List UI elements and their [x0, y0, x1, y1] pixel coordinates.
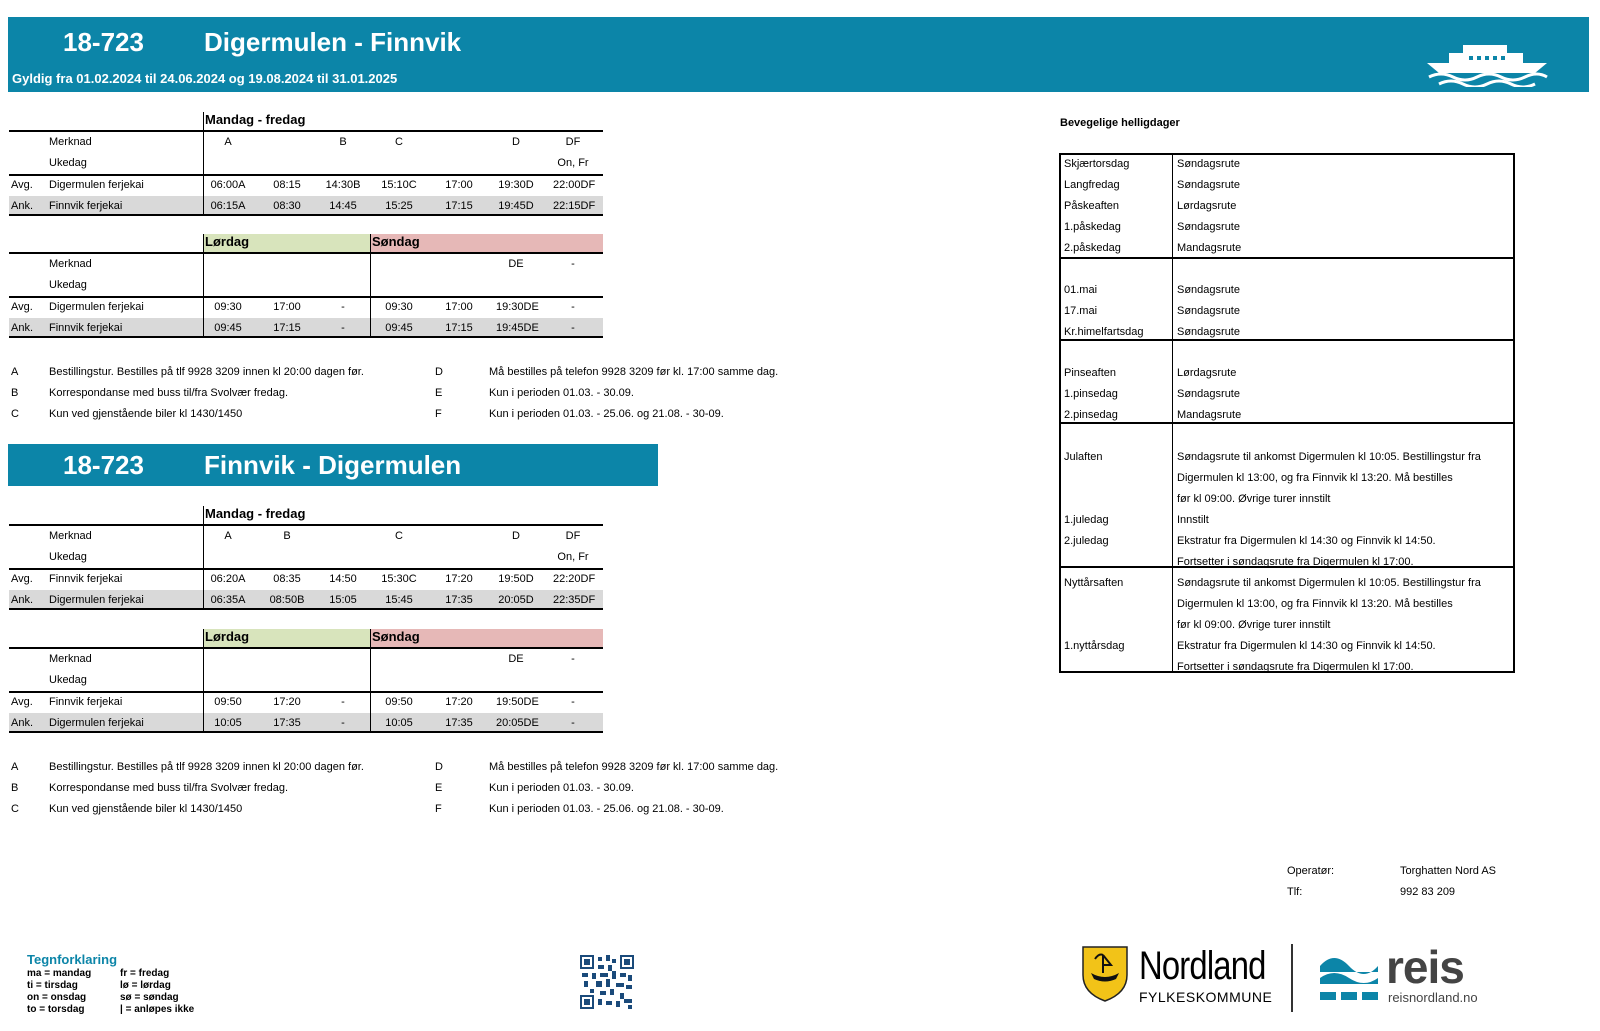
time-cell-arr: 17:35	[445, 717, 473, 729]
label-merknad: Merknad	[49, 258, 92, 270]
time-cell-dep: 08:35	[273, 573, 301, 585]
time-cell-arr: 17:15	[273, 322, 301, 334]
notes-2	[11, 761, 811, 825]
note-code: E	[435, 387, 443, 399]
note-text: Korrespondanse med buss til/fra Svolvær fredag.	[49, 782, 289, 794]
route-title: Finnvik - Digermulen	[204, 450, 462, 480]
time-cell-dep: 09:30	[214, 301, 242, 313]
holiday-rule: Søndagsrute	[1177, 158, 1240, 170]
header-sondag: Søndag	[370, 234, 603, 252]
note-code: F	[435, 803, 442, 815]
header-lordag: Lørdag	[203, 234, 370, 252]
holiday-day: Påskeaften	[1064, 200, 1120, 212]
time-cell-dep: 19:50DE	[496, 696, 539, 708]
label-ank: Ank.	[11, 322, 34, 334]
time-cell-arr: -	[571, 322, 575, 334]
time-cell-merknad: B	[339, 136, 347, 148]
time-cell-arr: 17:35	[273, 717, 301, 729]
time-cell-arr: 09:45	[214, 322, 242, 334]
note-text: Kun ved gjenstående biler kl 1430/1450	[49, 803, 243, 815]
time-cell-arr: 20:05D	[498, 594, 534, 606]
time-cell-arr: 06:35A	[210, 594, 246, 606]
holiday-rule: Digermulen kl 13:00, og fra Finnvik kl 13:20. Må bestilles	[1177, 472, 1453, 484]
label-merknad: Merknad	[49, 136, 92, 148]
station-to: Finnvik ferjekai	[49, 200, 123, 212]
holiday-rule: Mandagsrute	[1177, 242, 1242, 254]
time-cell-dep: 17:20	[445, 573, 473, 585]
time-cell-ukedag: On, Fr	[557, 157, 589, 169]
tegnforklaring-title: Tegnforklaring	[27, 952, 118, 967]
holiday-rule: Mandagsrute	[1177, 409, 1242, 421]
label-ukedag: Ukedag	[49, 279, 87, 291]
time-cell-merknad: B	[283, 530, 291, 542]
time-cell-arr: -	[341, 717, 345, 729]
nordland-shield-icon	[1081, 945, 1129, 1003]
holiday-day: 1.juledag	[1064, 514, 1109, 526]
time-cell-arr: 17:15	[445, 200, 473, 212]
time-cell-dep: 17:20	[273, 696, 301, 708]
label-ukedag: Ukedag	[49, 157, 87, 169]
time-cell-merknad: D	[512, 530, 520, 542]
station-to: Digermulen ferjekai	[49, 717, 144, 729]
time-cell-dep: 17:00	[273, 301, 301, 313]
holiday-day: 01.mai	[1064, 284, 1098, 296]
holiday-rule: Søndagsrute	[1177, 284, 1240, 296]
holiday-rule: før kl 09:00. Øvrige turer innstilt	[1177, 619, 1331, 631]
time-cell-arr: 22:15DF	[553, 200, 596, 212]
tegn-right-0: fr = fredag	[120, 968, 170, 979]
station-from: Digermulen ferjekai	[49, 301, 144, 313]
time-cell-arr: 10:05	[214, 717, 242, 729]
note-code: B	[11, 782, 19, 794]
time-cell-dep: 19:30D	[498, 179, 534, 191]
holiday-day: Kr.himelfartsdag	[1064, 326, 1144, 338]
time-cell-arr: 19:45DE	[496, 322, 539, 334]
label-avg: Avg.	[11, 301, 33, 313]
note-text: Kun i perioden 01.03. - 30.09.	[489, 782, 634, 794]
route-number: 18-723	[63, 450, 144, 480]
header-sondag: Søndag	[370, 629, 603, 647]
time-cell-arr: 08:50B	[269, 594, 305, 606]
note-text: Kun ved gjenstående biler kl 1430/1450	[49, 408, 243, 420]
time-cell-merknad: DE	[508, 653, 524, 665]
time-cell-merknad: DE	[508, 258, 524, 270]
time-cell-dep: -	[341, 301, 345, 313]
note-text: Bestillingstur. Bestilles på tlf 9928 3209 innen kl 20:00 dagen før.	[49, 761, 364, 773]
label-merknad: Merknad	[49, 653, 92, 665]
time-cell-dep: 17:00	[445, 301, 473, 313]
header-banner	[8, 17, 1589, 92]
holidays-table	[1059, 153, 1515, 673]
time-cell-dep: 15:30C	[381, 573, 417, 585]
holiday-day: 2.juledag	[1064, 535, 1109, 547]
station-from: Finnvik ferjekai	[49, 696, 123, 708]
station-to: Finnvik ferjekai	[49, 322, 123, 334]
nordland-logo-text: Nordland	[1139, 944, 1266, 988]
phone-number: 992 83 209	[1400, 886, 1456, 898]
note-text: Må bestilles på telefon 9928 3209 før kl. 17:00 samme dag.	[489, 761, 779, 773]
time-cell-arr: 09:45	[385, 322, 413, 334]
time-cell-merknad: DF	[565, 136, 581, 148]
time-cell-merknad: D	[512, 136, 520, 148]
timetable-2-weekend	[9, 629, 603, 733]
note-text: Korrespondanse med buss til/fra Svolvær fredag.	[49, 387, 289, 399]
time-cell-dep: 09:50	[214, 696, 242, 708]
label-merknad: Merknad	[49, 530, 92, 542]
holiday-day: 2.påskedag	[1064, 242, 1121, 254]
time-cell-arr: 10:05	[385, 717, 413, 729]
time-cell-arr: 15:25	[385, 200, 413, 212]
holiday-rule: Innstilt	[1177, 514, 1209, 526]
operator-name: Torghatten Nord AS	[1400, 865, 1497, 877]
time-cell-ukedag: On, Fr	[557, 551, 589, 563]
route-number: 18-723	[63, 27, 144, 57]
tegn-right-2: sø = søndag	[120, 992, 179, 1003]
holiday-rule: Søndagsrute	[1177, 305, 1240, 317]
time-cell-arr: 06:15A	[210, 200, 246, 212]
holiday-day: Pinseaften	[1064, 367, 1116, 379]
qr-code-icon[interactable]	[580, 955, 634, 1009]
phone-label: Tlf:	[1287, 886, 1303, 898]
holiday-day: 1.pinsedag	[1064, 388, 1118, 400]
notes-1	[11, 366, 811, 430]
time-cell-merknad: -	[571, 653, 575, 665]
label-ank: Ank.	[11, 717, 34, 729]
holiday-rule: Lørdagsrute	[1177, 200, 1237, 212]
time-cell-dep: 09:30	[385, 301, 413, 313]
holiday-rule: før kl 09:00. Øvrige turer innstilt	[1177, 493, 1331, 505]
holiday-day: 17.mai	[1064, 305, 1098, 317]
time-cell-dep: 19:50D	[498, 573, 534, 585]
holiday-rule: Fortsetter i søndagsrute fra Digermulen kl 17:00.	[1177, 556, 1414, 568]
time-cell-dep: -	[571, 301, 575, 313]
holiday-day: Langfredag	[1064, 179, 1120, 191]
tegn-left-1: ti = tirsdag	[27, 980, 78, 991]
time-cell-dep: 06:00A	[210, 179, 246, 191]
note-code: B	[11, 387, 19, 399]
holiday-rule: Søndagsrute til ankomst Digermulen kl 10:05. Bestillingstur fra	[1177, 451, 1481, 463]
holiday-rule: Digermulen kl 13:00, og fra Finnvik kl 13:20. Må bestilles	[1177, 598, 1453, 610]
ferry-icon	[1425, 43, 1549, 87]
validity-text: Gyldig fra 01.02.2024 til 24.06.2024 og 19.08.2024 til 31.01.2025	[12, 71, 398, 86]
time-cell-merknad: DF	[565, 530, 581, 542]
note-code: D	[435, 761, 443, 773]
time-cell-dep: -	[341, 696, 345, 708]
time-cell-dep: 17:20	[445, 696, 473, 708]
timetable-1-weekday	[9, 112, 603, 216]
note-code: F	[435, 408, 442, 420]
holiday-day: Nyttårsaften	[1064, 577, 1124, 589]
time-cell-dep: 17:00	[445, 179, 473, 191]
section2-banner	[8, 444, 658, 486]
time-cell-merknad: C	[395, 530, 403, 542]
time-cell-arr: 22:35DF	[553, 594, 596, 606]
holiday-rule: Søndagsrute til ankomst Digermulen kl 10:05. Bestillingstur fra	[1177, 577, 1481, 589]
note-code: C	[11, 408, 19, 420]
time-cell-arr: 15:45	[385, 594, 413, 606]
holiday-day: 1.nyttårsdag	[1064, 640, 1125, 652]
station-from: Digermulen ferjekai	[49, 179, 144, 191]
label-ukedag: Ukedag	[49, 674, 87, 686]
holiday-day: 1.påskedag	[1064, 221, 1121, 233]
holiday-rule: Ekstratur fra Digermulen kl 14:30 og Finnvik kl 14:50.	[1177, 640, 1436, 652]
time-cell-arr: 20:05DE	[496, 717, 539, 729]
reis-logo-text: reis	[1386, 941, 1464, 993]
holiday-rule: Søndagsrute	[1177, 221, 1240, 233]
note-text: Kun i perioden 01.03. - 25.06. og 21.08. - 30-09.	[489, 803, 724, 815]
time-cell-arr: -	[341, 322, 345, 334]
station-from: Finnvik ferjekai	[49, 573, 123, 585]
nordland-logo-subtext: FYLKESKOMMUNE	[1139, 989, 1273, 1005]
label-ank: Ank.	[11, 594, 34, 606]
holiday-rule: Søndagsrute	[1177, 388, 1240, 400]
note-code: A	[11, 366, 19, 378]
station-to: Digermulen ferjekai	[49, 594, 144, 606]
holiday-rule: Søndagsrute	[1177, 179, 1240, 191]
label-avg: Avg.	[11, 573, 33, 585]
time-cell-dep: 22:20DF	[553, 573, 596, 585]
note-code: C	[11, 803, 19, 815]
tegn-left-3: to = torsdag	[27, 1004, 85, 1015]
time-cell-merknad: -	[571, 258, 575, 270]
tegn-right-1: lø = lørdag	[120, 980, 171, 991]
time-cell-arr: 19:45D	[498, 200, 534, 212]
header-mandag-fredag: Mandag - fredag	[205, 506, 306, 521]
time-cell-merknad: C	[395, 136, 403, 148]
time-cell-arr: 15:05	[329, 594, 357, 606]
note-text: Bestillingstur. Bestilles på tlf 9928 3209 innen kl 20:00 dagen før.	[49, 366, 364, 378]
note-text: Må bestilles på telefon 9928 3209 før kl. 17:00 samme dag.	[489, 366, 779, 378]
note-text: Kun i perioden 01.03. - 30.09.	[489, 387, 634, 399]
tegn-right-3: | = anløpes ikke	[120, 1004, 195, 1015]
header-lordag: Lørdag	[203, 629, 370, 647]
tegn-left-2: on = onsdag	[27, 992, 87, 1003]
time-cell-dep: -	[571, 696, 575, 708]
note-code: D	[435, 366, 443, 378]
time-cell-dep: 08:15	[273, 179, 301, 191]
time-cell-arr: -	[571, 717, 575, 729]
holiday-day: 2.pinsedag	[1064, 409, 1118, 421]
time-cell-dep: 09:50	[385, 696, 413, 708]
time-cell-arr: 17:35	[445, 594, 473, 606]
time-cell-arr: 14:45	[329, 200, 357, 212]
holiday-day: Skjærtorsdag	[1064, 158, 1130, 170]
time-cell-arr: 08:30	[273, 200, 301, 212]
time-cell-dep: 14:50	[329, 573, 357, 585]
operator-label: Operatør:	[1287, 865, 1335, 877]
tegn-left-0: ma = mandag	[27, 968, 92, 979]
reis-waves-icon	[1318, 948, 1380, 1002]
time-cell-dep: 15:10C	[381, 179, 417, 191]
time-cell-dep: 06:20A	[210, 573, 246, 585]
reis-logo-url: reisnordland.no	[1388, 990, 1478, 1005]
label-avg: Avg.	[11, 696, 33, 708]
timetable-2-weekday	[9, 506, 603, 610]
holiday-rule: Søndagsrute	[1177, 326, 1240, 338]
time-cell-dep: 22:00DF	[553, 179, 596, 191]
holiday-day: Julaften	[1064, 451, 1103, 463]
holidays-title: Bevegelige helligdager	[1060, 117, 1180, 129]
time-cell-arr: 17:15	[445, 322, 473, 334]
time-cell-merknad: A	[224, 136, 232, 148]
holiday-rule: Fortsetter i søndagsrute fra Digermulen kl 17:00.	[1177, 661, 1414, 673]
note-code: A	[11, 761, 19, 773]
note-code: E	[435, 782, 443, 794]
header-mandag-fredag: Mandag - fredag	[205, 112, 306, 127]
time-cell-dep: 14:30B	[325, 179, 361, 191]
label-ukedag: Ukedag	[49, 551, 87, 563]
holiday-rule: Ekstratur fra Digermulen kl 14:30 og Finnvik kl 14:50.	[1177, 535, 1436, 547]
route-title: Digermulen - Finnvik	[204, 27, 462, 57]
label-ank: Ank.	[11, 200, 34, 212]
holiday-rule: Lørdagsrute	[1177, 367, 1237, 379]
label-avg: Avg.	[11, 179, 33, 191]
note-text: Kun i perioden 01.03. - 25.06. og 21.08. - 30-09.	[489, 408, 724, 420]
timetable-1-weekend	[9, 234, 603, 338]
time-cell-dep: 19:30DE	[496, 301, 539, 313]
time-cell-merknad: A	[224, 530, 232, 542]
